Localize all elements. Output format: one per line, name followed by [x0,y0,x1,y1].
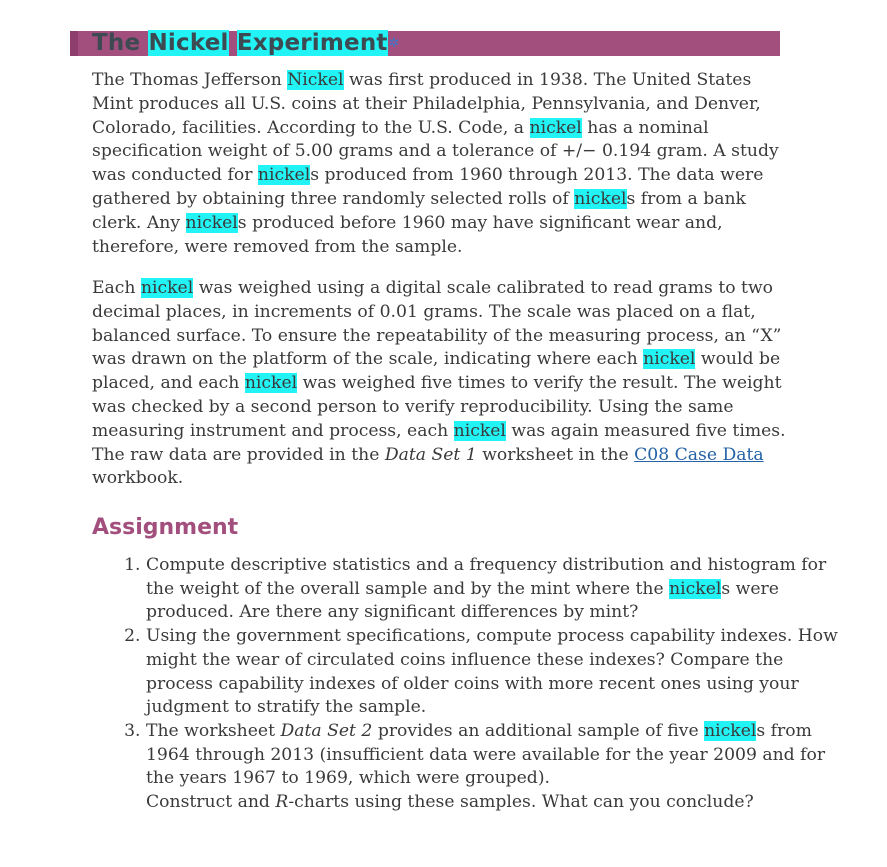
highlighted-term: Nickel [287,70,344,90]
text-run: s produced before 1960 may have significant wear and, therefore, were removed from the sample. [92,212,723,257]
title-word-the: The [92,30,141,56]
text-run: Each [92,278,141,298]
highlighted-term: nickel [453,420,506,441]
intro-paragraph [92,69,792,259]
highlighted-term: nickel [257,165,311,186]
assignment-item-3 [146,720,846,815]
text-run: was weighed using a digital scale calibrated to read grams to two decimal places, in increments of 0.01 grams. The scale was placed on a flat, balanced surface. To ensure the repeatability of the measuring process, an “X” was drawn on the platform of the scale, indicating where each [92,278,782,370]
text-run: worksheet in the [476,444,635,465]
text-run: provides an additional sample of five [372,720,705,741]
highlighted-term: nickel [529,117,582,138]
assignment-item-1 [146,554,846,625]
text-run: The worksheet [146,720,281,741]
highlighted-term: nickel [244,373,298,394]
text-run: Compute descriptive statistics and a frequency distribution and histogram for the weight of the overall sample and by the mint where the [146,555,827,599]
highlighted-term: nickel [185,212,238,233]
text-run: was weighed five times to verify the result. The weight was checked by a second person to verify reproducibility. Using the same measuring instrument and process, each [92,373,782,441]
text-run: s were produced. Are there any significant differences by mint? [146,578,779,623]
assignment-list [92,554,846,815]
highlighted-term: nickel [574,188,627,209]
text-run: s from a bank clerk. Any [92,188,746,233]
text-run: Using the government specifications, compute process capability indexes. How might the wear of circulated coins influence these indexes? Compare the process capability indexes of older coins with more recent ones using your judgment to stratify the sample. [146,626,838,718]
text-run: would be placed, and each [92,349,781,394]
text-run: Construct and [146,792,276,813]
title-bar-stripe [70,31,78,56]
highlighted-term: nickel [140,278,194,298]
text-run: -charts using these samples. What can you conclude? [288,792,754,813]
highlighted-term: nickel [704,720,757,741]
text-run: was first produced in 1938. The United States Mint produces all U.S. coins at their Philadelphia, Pennsylvania, and Denver, Colorado, facilities. According to the U.S. Code, a [92,70,761,138]
dataset-name: Data Set 2 [280,720,373,741]
text-run: was again measured five times. The raw data are provided in the [92,420,786,465]
case-data-link[interactable]: C08 Case Data [634,444,764,465]
title-word-experiment: Experiment [236,30,388,56]
r-chart-symbol: R [275,792,289,813]
text-run: s produced from 1960 through 2013. The data were gathered by obtaining three randomly selected rolls of [92,165,764,209]
dataset-name: Data Set 1 [384,444,477,465]
comment-marker-icon[interactable]: ✲ [388,36,400,51]
assignment-item-2 [146,625,846,720]
title-word-nickel: Nickel [148,30,229,56]
text-run: s from 1964 through 2013 (insufficient data were available for the year 2009 and for the years 1967 to 1969, which were grouped). [146,720,826,789]
assignment-heading: Assignment [92,515,239,540]
highlighted-term: nickel [643,349,696,370]
text-run: The Thomas Jefferson [92,70,288,90]
text-run: workbook. [92,468,184,489]
page-title [92,28,400,59]
method-paragraph [92,277,792,491]
highlighted-term: nickel [669,578,722,599]
text-run: has a nominal specification weight of 5.00 grams and a tolerance of +/− 0.194 gram. A study was conducted for [92,117,779,186]
